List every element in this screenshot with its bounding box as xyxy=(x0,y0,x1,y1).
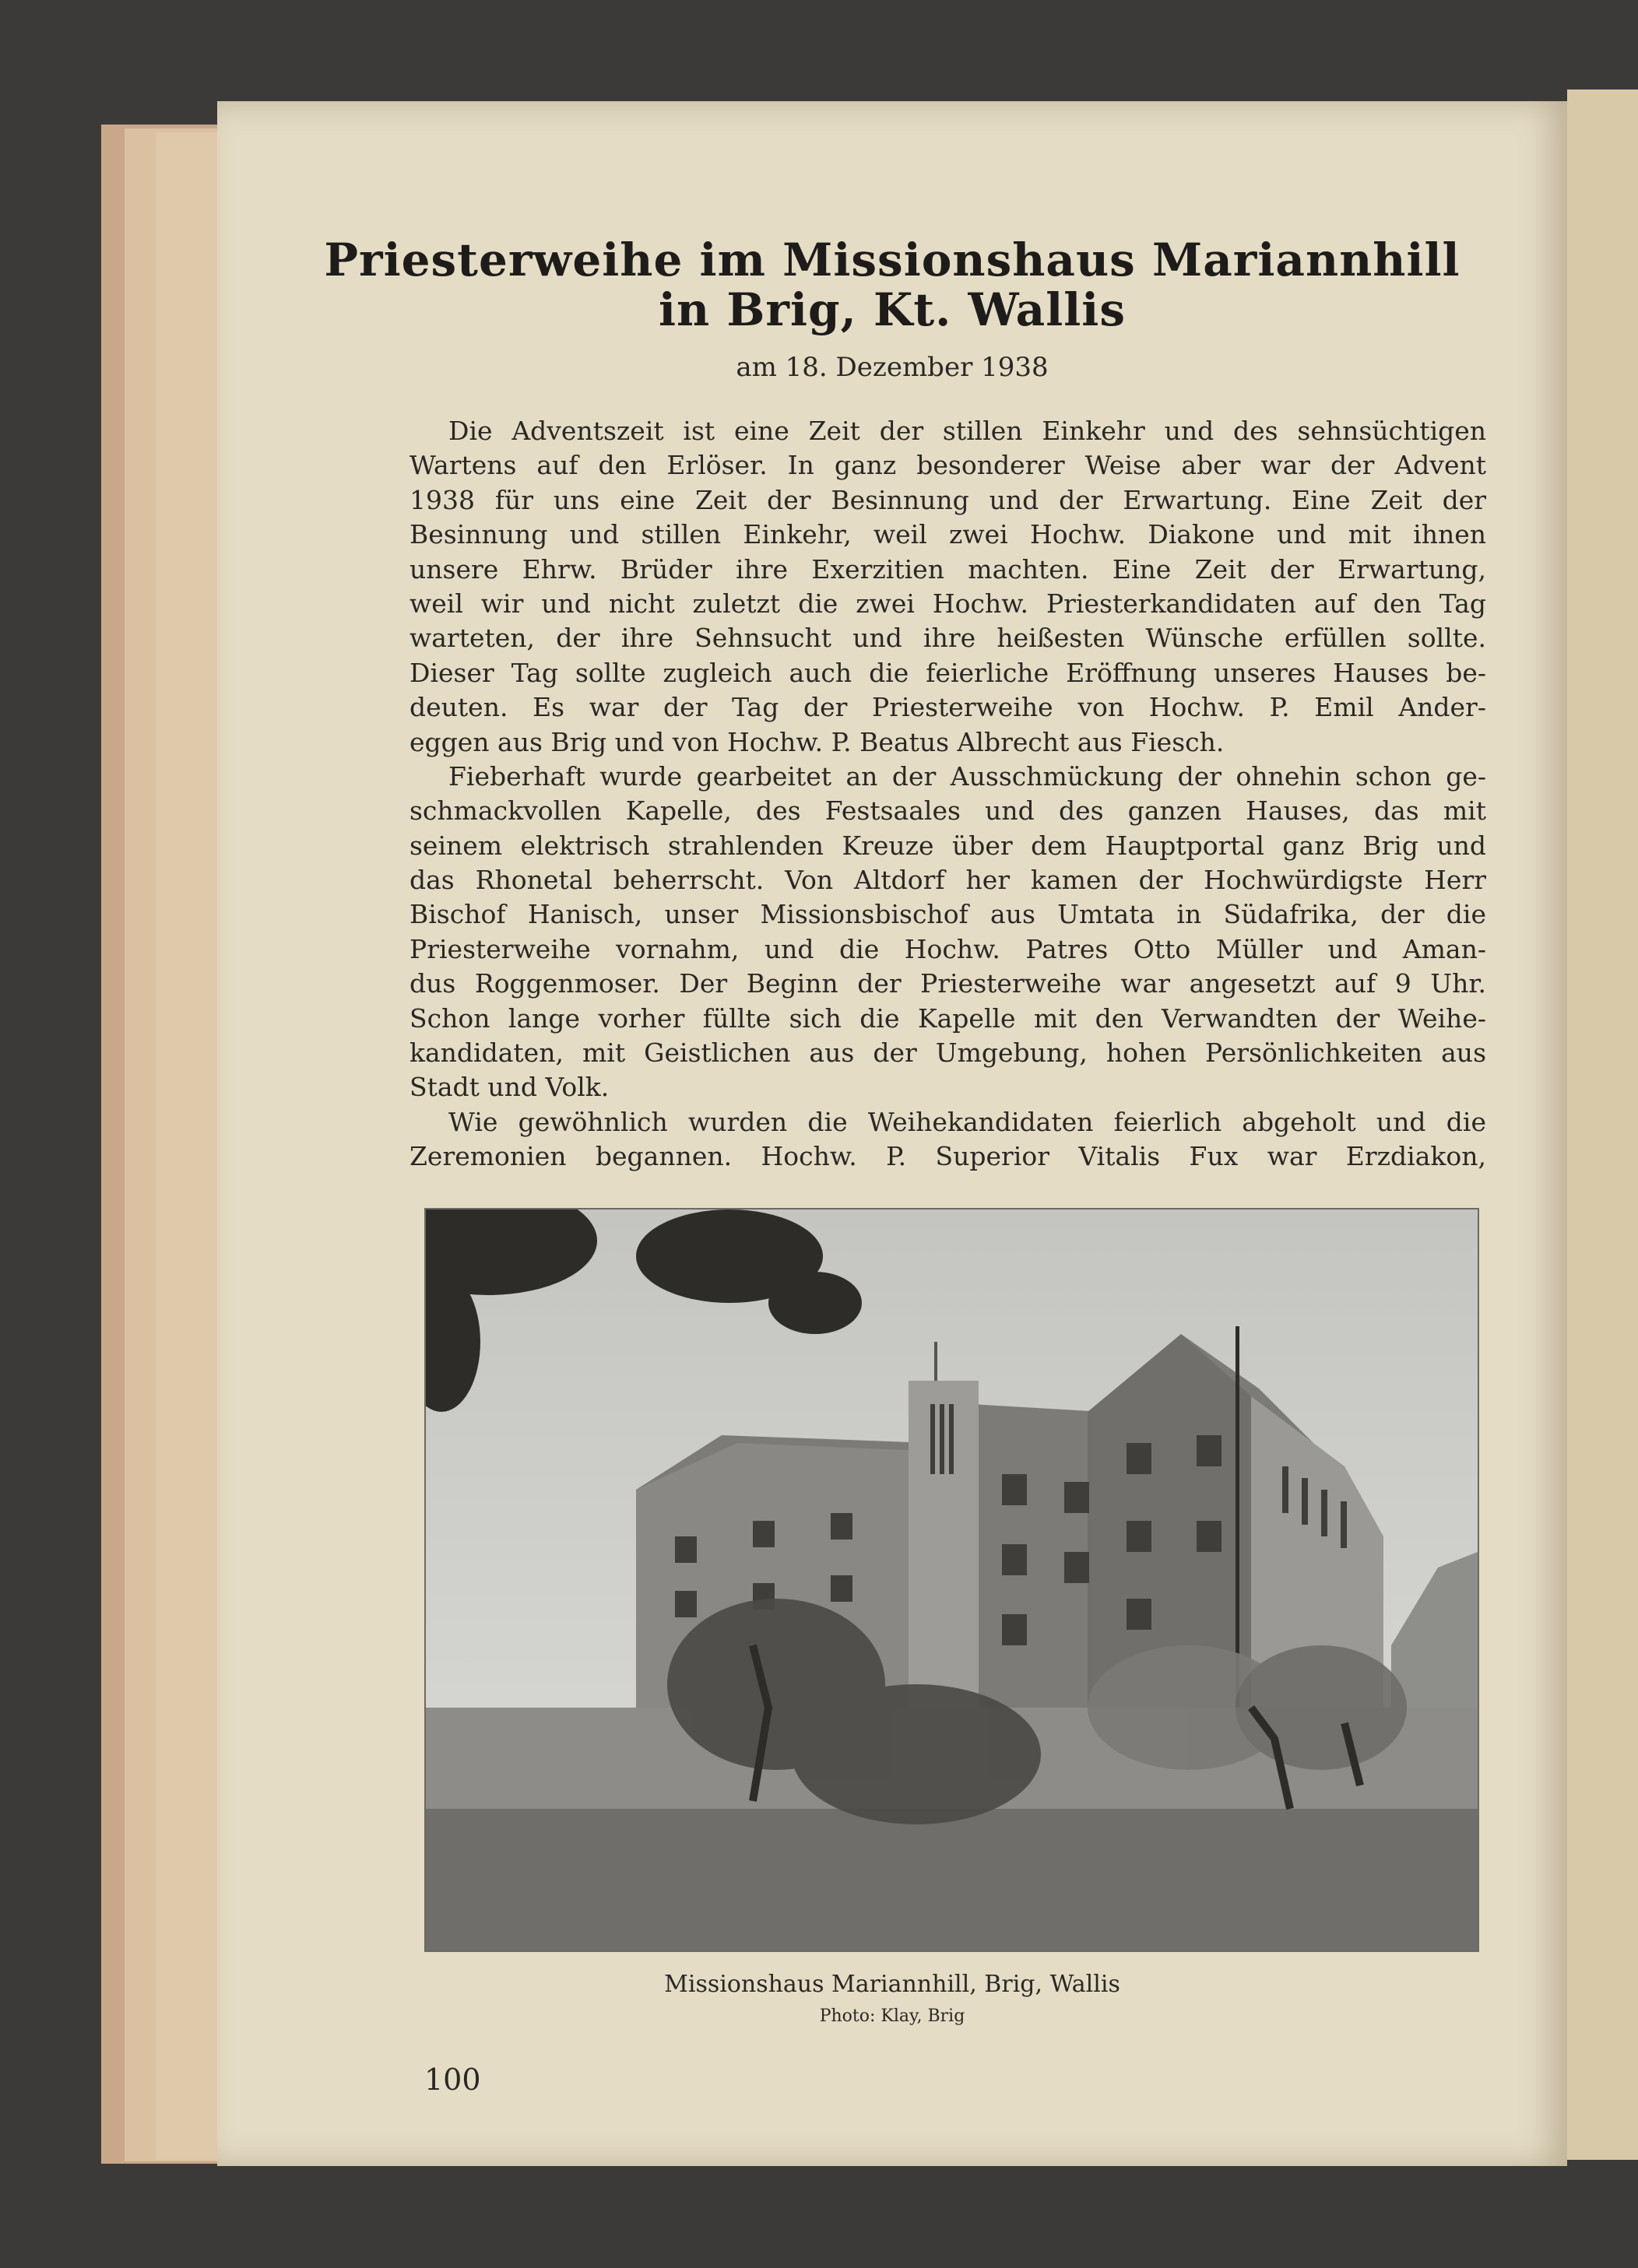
text-line: kandidaten, mit Geistlichen aus der Umgebung, hohen Persönlichkeiten aus xyxy=(410,1037,1486,1069)
article-title: Priesterweihe im Missionshaus Mariannhill xyxy=(324,233,1460,286)
text-line: Wie gewöhnlich wurden die Weihekandidaten feierlich abgeholt und die xyxy=(448,1106,1486,1137)
book-page xyxy=(217,101,1567,2166)
text-line: Stadt und Volk. xyxy=(410,1072,610,1103)
text-line: dus Roggenmoser. Der Beginn der Priesterweihe war angesetzt auf 9 Uhr. xyxy=(410,968,1486,999)
text-line: Priesterweihe vornahm, und die Hochw. Patres Otto Müller und Aman- xyxy=(410,933,1486,964)
article-date: am 18. Dezember 1938 xyxy=(736,352,1049,383)
building-photo xyxy=(424,1208,1479,1952)
text-line: Schon lange vorher füllte sich die Kapelle mit den Verwandten der Weihe- xyxy=(410,1002,1486,1034)
text-line: warteten, der ihre Sehnsucht und ihre heißesten Wünsche erfüllen sollte. xyxy=(410,623,1486,654)
text-line: eggen aus Brig und von Hochw. P. Beatus Albrecht aus Fiesch. xyxy=(410,726,1225,757)
text-line: weil wir und nicht zuletzt die zwei Hochw. Priesterkandidaten auf den Tag xyxy=(410,588,1486,619)
text-line: Fieberhaft wurde gearbeitet an der Ausschmückung der ohnehin schon ge- xyxy=(448,760,1486,792)
facing-page-edge xyxy=(1567,90,1638,2160)
text-line: Die Adventszeit ist eine Zeit der stillen Einkehr und des sehnsüchtigen xyxy=(448,416,1486,446)
photo-credit: Photo: Klay, Brig xyxy=(819,2006,965,2026)
text-line: Wartens auf den Erlöser. In ganz besonderer Weise aber war der Advent xyxy=(410,450,1486,481)
text-line: Besinnung und stillen Einkehr, weil zwei Hochw. Diakone und mit ihnen xyxy=(410,519,1486,550)
missionshaus-photo xyxy=(426,1209,1478,1950)
text-line: deuten. Es war der Tag der Priesterweihe von Hochw. P. Emil Ander- xyxy=(410,692,1486,723)
text-line: schmackvollen Kapelle, des Festsaales und des ganzen Hauses, das mit xyxy=(410,795,1486,827)
text-line: seinem elektrisch strahlenden Kreuze über dem Hauptportal ganz Brig und xyxy=(410,830,1486,861)
text-line: das Rhonetal beherrscht. Von Altdorf her kamen der Hochwürdigste Herr xyxy=(410,865,1486,896)
article-title-line2: in Brig, Kt. Wallis xyxy=(659,283,1126,336)
text-line: Zeremonien begannen. Hochw. P. Superior Vitalis Fux war Erzdiakon, xyxy=(410,1141,1486,1172)
photo-caption: Missionshaus Mariannhill, Brig, Wallis xyxy=(664,1971,1120,1998)
text-line: Bischof Hanisch, unser Missionsbischof aus Umtata in Südafrika, der die xyxy=(410,899,1486,930)
page-stack-edge xyxy=(156,132,220,2160)
text-line: 1938 für uns eine Zeit der Besinnung und der Erwartung. Eine Zeit der xyxy=(410,484,1486,515)
page-number: 100 xyxy=(424,2063,481,2097)
text-line: Dieser Tag sollte zugleich auch die feierliche Eröffnung unseres Hauses be- xyxy=(410,657,1486,688)
article-body xyxy=(410,414,1486,1174)
text-line: unsere Ehrw. Brüder ihre Exerzitien machten. Eine Zeit der Erwartung, xyxy=(410,553,1486,585)
